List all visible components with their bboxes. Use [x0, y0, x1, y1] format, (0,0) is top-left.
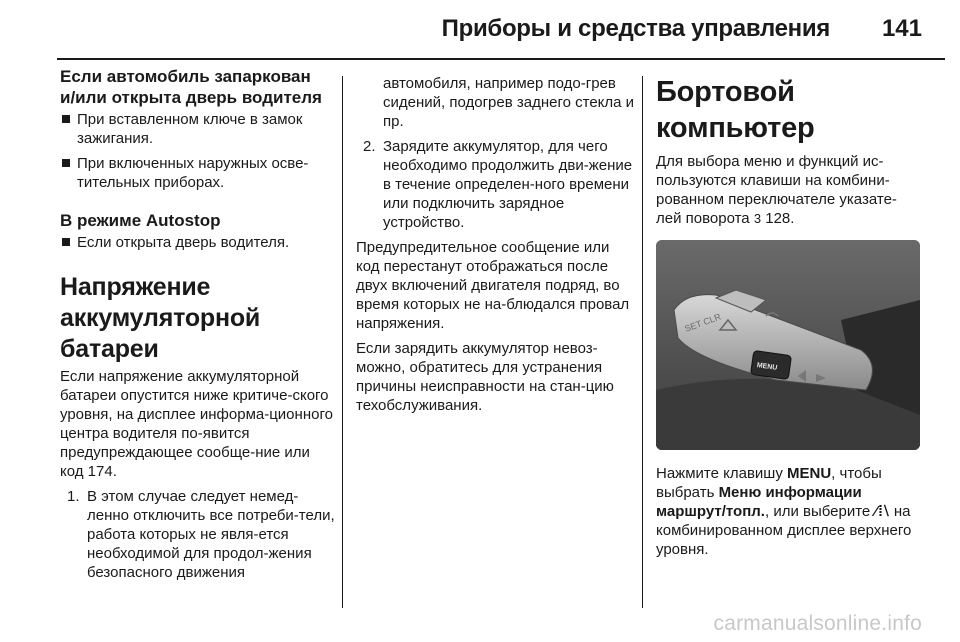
column-divider-2 [642, 76, 643, 608]
middle-column [356, 74, 636, 415]
menu-button-label: MENU [756, 362, 778, 372]
watermark: carmanualsonline.info [713, 612, 922, 635]
section-title-trip-computer: Бортовой компьютер [656, 76, 815, 144]
stalk-label: SET CLR [683, 311, 723, 334]
intro-text: Для выбора меню и функций ис-пользуются клавиши на комбини-рованном переключателе указате-лей поворота [656, 153, 897, 227]
steps-list-continued [356, 74, 636, 232]
bullet-list-autostop [60, 233, 336, 252]
section-title-line1: Напряжение [60, 273, 211, 301]
square-bullet-icon [62, 159, 70, 167]
warning-paragraph: Предупредительное сообщение или код перестанут отображаться после двух включений двигателя подряд, во время которых не на-блюдался провал напряжения. [356, 239, 630, 332]
instr-part-2: , чтобы выбрать [656, 465, 882, 501]
instr-part-1: Нажмите клавишу [656, 465, 783, 482]
step-text: Зарядите аккумулятор, для чего необходимо продолжить дви-жение в течение определен-ного времени или подключить зарядное устройство. [383, 138, 633, 231]
list-item-text: При включенных наружных осве-тительных приборах. [77, 155, 309, 191]
step-text: В этом случае следует немед-ленно отключить все потреби-тели, работа которых не явля-ется необходимой для продол-жения безопасного движения [87, 488, 335, 581]
heading-autostop: В режиме Autostop [60, 211, 221, 230]
menu-key-label: MENU [787, 465, 832, 482]
intro-paragraph [656, 152, 922, 228]
square-bullet-icon [62, 238, 70, 246]
list-item [60, 154, 336, 192]
list-item [60, 233, 336, 252]
running-title: Приборы и средства управления [441, 15, 830, 42]
heading-parked-line2: и/или открыта дверь водителя [60, 88, 322, 107]
step-item [60, 487, 336, 582]
battery-paragraph: Если напряжение аккумуляторной батареи опустится ниже критиче-ского уровня, на дисплее информа-ционного центра водителя по-явится предупреждающее сообще-ние или код 174. [60, 368, 333, 480]
stalk-illustration [656, 240, 920, 450]
heading-parked-line1: Если автомобиль запаркован [60, 67, 311, 86]
step-item [356, 137, 636, 232]
instr-part-3: , или выберите [764, 503, 871, 520]
instr-part-4: на комбинированном дисплее верхнего уровня. [656, 503, 912, 558]
bullet-list-parked [60, 110, 336, 192]
header-rule [57, 58, 945, 60]
list-item-text: Если открыта дверь водителя. [77, 234, 290, 251]
column-divider-1 [342, 76, 343, 608]
list-item-text: При вставленном ключе в замок зажигания. [77, 111, 303, 147]
step-number: 2. [363, 138, 376, 155]
step-text: автомобиля, например подо-грев сидений, подогрев заднего стекла и пр. [383, 75, 635, 130]
step-number: 1. [67, 488, 80, 505]
left-column [60, 66, 336, 588]
section-title-battery [60, 272, 336, 365]
trip-info-icon: ⁄⁞⧵ [874, 503, 890, 520]
page-reference-triangle-icon: 3 [753, 211, 762, 226]
trip-fuel-menu-label: Меню информации маршрут/топл. [656, 484, 862, 520]
section-title-line2: аккумуляторной батареи [60, 304, 261, 363]
turn-signal-stalk-figure [656, 240, 920, 450]
instruction-paragraph [656, 464, 922, 559]
right-column [656, 74, 922, 559]
page-number: 141 [881, 15, 922, 42]
heading-parked [60, 66, 336, 108]
page-reference-link[interactable]: 128. [765, 210, 795, 227]
steps-list [60, 487, 336, 582]
list-item [60, 110, 336, 148]
step-item-continued [356, 74, 636, 131]
square-bullet-icon [62, 115, 70, 123]
service-paragraph: Если зарядить аккумулятор невоз-можно, обратитесь для устранения причины неисправности на стан-цию техобслуживания. [356, 340, 614, 414]
